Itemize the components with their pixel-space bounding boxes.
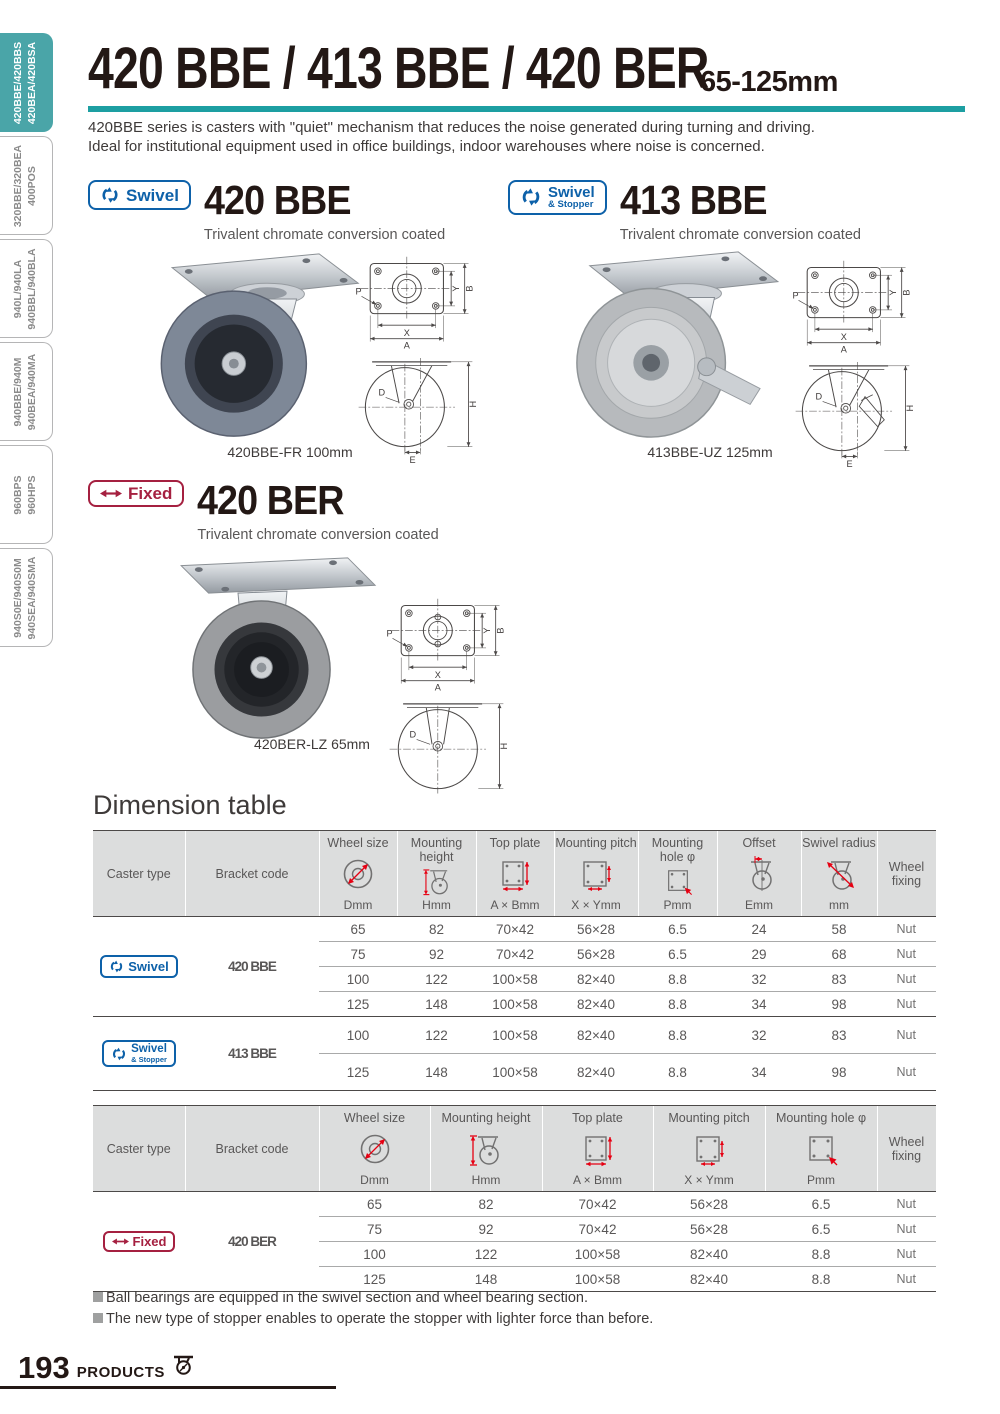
sidebar-tab-960bps[interactable]: 960BPS 960HPS (0, 445, 53, 544)
double-arrow-icon (112, 1237, 129, 1246)
table-cell: 32 (717, 1017, 801, 1054)
col-mounting-pitch: Mounting pitch X × Ymm (554, 831, 638, 917)
svg-text:D: D (378, 387, 386, 398)
table-row (93, 1017, 936, 1054)
caster-type-cell (93, 1017, 185, 1091)
svg-text:Y: Y (887, 289, 898, 296)
table-cell: 65 (366, 1196, 383, 1212)
bracket-code-cell: 420 BER (228, 1234, 276, 1249)
mounting-height-icon (466, 1129, 506, 1169)
svg-text:B: B (464, 285, 475, 292)
table-cell: 6.5 (638, 942, 717, 967)
table-cell: 70×42 (476, 942, 554, 967)
table-row (93, 1192, 936, 1217)
top-plate-icon (495, 854, 535, 894)
footnotes (93, 1288, 653, 1330)
table-header-row (93, 1106, 936, 1192)
product-name: 420 BER (197, 477, 345, 523)
product-name: 413 BBE (619, 177, 767, 223)
table-cell: 82×40 (653, 1267, 765, 1292)
col-top-plate: Top plate A × Bmm (542, 1106, 653, 1192)
caster-photo-413bbe (532, 244, 800, 449)
col-mounting-height: Mounting height Hmm (397, 831, 476, 917)
table-cell: 100×58 (476, 1054, 554, 1091)
table-cell: 24 (751, 921, 767, 937)
table-cell: 100×58 (476, 967, 554, 992)
svg-text:A: A (840, 344, 847, 355)
section-title: Dimension table (93, 790, 287, 820)
table-header-row (93, 831, 936, 917)
swivel-radius-icon (819, 854, 859, 894)
table-cell: 65 (350, 921, 366, 937)
table-cell: 122 (430, 1242, 542, 1267)
swivel-stopper-badge: Swivel & Stopper (102, 1040, 176, 1067)
sidebar-tab-940bbe-940m[interactable]: 940BBE/940M 940BEA/940MA (0, 342, 53, 441)
table-cell: 83 (801, 1017, 877, 1054)
table-cell: 32 (717, 967, 801, 992)
table-cell: 6.5 (811, 1196, 831, 1212)
col-swivel-radius: Swivel radius mm (801, 831, 877, 917)
table-cell: 148 (430, 1267, 542, 1292)
svg-text:B: B (495, 627, 506, 634)
svg-text:P: P (792, 290, 799, 301)
dimension-drawing-413bbe (780, 254, 925, 473)
table-cell: Nut (896, 922, 916, 936)
title-rule (88, 106, 965, 112)
svg-text:X: X (840, 331, 847, 342)
col-wheel-size: Wheel size Dmm (319, 831, 397, 917)
caster-type-cell (93, 917, 185, 1017)
bracket-code-cell: 420 BBE (228, 959, 276, 974)
svg-text:A: A (434, 682, 441, 693)
table-cell: 83 (801, 967, 877, 992)
col-mounting-pitch: Mounting pitch X × Ymm (653, 1106, 765, 1192)
dimension-drawing-420bbe (343, 250, 488, 469)
product-header-413bbe (508, 177, 861, 243)
table-cell: 34 (717, 992, 801, 1017)
svg-text:D: D (409, 729, 417, 740)
mounting-hole-icon (658, 864, 698, 898)
table-cell: Nut (877, 992, 936, 1017)
table-cell: 100×58 (476, 992, 554, 1017)
swivel-stopper-badge: Swivel & Stopper (508, 180, 607, 215)
table-cell: 8.8 (638, 967, 717, 992)
table-row (93, 917, 936, 942)
col-mounting-height: Mounting height Hmm (430, 1106, 542, 1192)
table-cell: 6.5 (765, 1217, 877, 1242)
page-title: 420 BBE / 413 BBE / 420 BER (88, 36, 709, 101)
wheel-size-icon (355, 1129, 395, 1169)
col-bracket-code: Bracket code (185, 831, 319, 917)
table-cell: 92 (397, 942, 476, 967)
sidebar-tab-320bbe-320bea[interactable]: 320BBE/320BEA 400POS (0, 136, 53, 235)
table-cell: Nut (877, 1267, 936, 1292)
product-header-420ber (88, 477, 439, 543)
table-cell: 70×42 (496, 921, 534, 937)
page-footer (18, 1352, 196, 1383)
mounting-height-icon (417, 864, 457, 898)
svg-text:B: B (901, 289, 912, 296)
table-cell: 8.8 (765, 1267, 877, 1292)
col-top-plate: Top plate A × Bmm (476, 831, 554, 917)
table-cell: 70×42 (578, 1196, 617, 1212)
photo-caption: 413BBE-UZ 125mm (647, 444, 773, 460)
svg-text:H: H (499, 742, 510, 750)
svg-text:Y: Y (450, 285, 461, 292)
size-range: 65-125mm (700, 66, 838, 98)
svg-text:P: P (386, 628, 393, 639)
svg-text:X: X (434, 669, 441, 680)
table-cell: 8.8 (638, 992, 717, 1017)
svg-text:D: D (815, 391, 823, 402)
table-cell: 82 (478, 1196, 494, 1212)
dimension-drawing-420ber (374, 592, 519, 811)
table-cell: 100 (319, 967, 397, 992)
table-cell: 29 (717, 942, 801, 967)
svg-text:E: E (846, 459, 853, 468)
photo-caption: 420BER-LZ 65mm (254, 736, 370, 752)
fixed-badge: Fixed (88, 480, 184, 507)
footnote: Ball bearings are equipped in the swivel section and wheel bearing section. (93, 1288, 653, 1309)
table-cell: 56×28 (653, 1217, 765, 1242)
table-cell: 92 (430, 1217, 542, 1242)
col-wheel-fixing: Wheel fixing (877, 1106, 936, 1192)
swivel-arrows-icon (520, 186, 542, 208)
fixed-badge: Fixed (103, 1231, 176, 1252)
table-cell: 125 (319, 1267, 430, 1292)
swivel-arrows-icon (100, 185, 120, 205)
sidebar-tab-420bbe-420bbs[interactable]: 420BBE/420BBS 420BEA/420BSA (0, 33, 53, 132)
mounting-pitch-icon (689, 1129, 729, 1169)
table-cell: 8.8 (638, 1054, 717, 1091)
table-cell: 100 (319, 1242, 430, 1267)
table-cell: 68 (801, 942, 877, 967)
col-mounting-hole: Mounting hole φ Pmm (638, 831, 717, 917)
svg-text:E: E (409, 455, 416, 464)
table-cell: 125 (319, 992, 397, 1017)
description-line: 420BBE series is casters with "quiet" mechanism that reduces the noise generated during turning and driving. (88, 119, 815, 136)
footer-rule (0, 1386, 336, 1389)
table-cell: 100×58 (542, 1242, 653, 1267)
offset-icon (739, 854, 779, 894)
table-cell: 75 (319, 942, 397, 967)
swivel-badge: Swivel (100, 955, 177, 978)
table-cell: 98 (801, 1054, 877, 1091)
caster-type-cell (93, 1192, 185, 1292)
table-cell: Nut (877, 1054, 936, 1091)
col-mounting-hole: Mounting hole φ Pmm (765, 1106, 877, 1192)
swivel-arrows-icon (111, 1046, 127, 1062)
svg-text:A: A (403, 340, 410, 351)
description-line: Ideal for institutional equipment used in office buildings, indoor warehouses where noise is concerned. (88, 138, 765, 155)
mounting-hole-icon (801, 1129, 841, 1169)
footer-label: PRODUCTS (76, 1364, 165, 1381)
table-cell: 8.8 (638, 1017, 717, 1054)
table-cell: 82×40 (554, 992, 638, 1017)
svg-text:H: H (905, 404, 916, 412)
product-header-420bbe (88, 177, 446, 243)
swivel-badge: Swivel (88, 180, 191, 210)
square-bullet-icon (93, 1292, 103, 1302)
footnote: The new type of stopper enables to operate the stopper with lighter force than before. (93, 1309, 653, 1330)
table-cell: 148 (397, 992, 476, 1017)
table-cell: 125 (319, 1054, 397, 1091)
product-name: 420 BBE (203, 177, 351, 223)
sidebar-tab-940l-940la[interactable]: 940L/940LA 940BBL/940BLA (0, 239, 53, 338)
product-coating: Trivalent chromate conversion coated (619, 227, 861, 243)
table-cell: 82×40 (554, 1017, 638, 1054)
svg-text:Y: Y (481, 627, 492, 634)
col-wheel-size: Wheel size Dmm (319, 1106, 430, 1192)
dimension-table-swivel (93, 830, 936, 1091)
svg-text:H: H (468, 400, 479, 408)
table-cell: 56×28 (690, 1196, 728, 1212)
table-cell: 56×28 (577, 921, 615, 937)
table-cell: 100×58 (542, 1267, 653, 1292)
table-cell: Nut (877, 1217, 936, 1242)
caster-icon (172, 1353, 196, 1382)
top-plate-icon (578, 1129, 618, 1169)
table-cell: 8.8 (765, 1242, 877, 1267)
product-coating: Trivalent chromate conversion coated (197, 527, 439, 543)
table-cell: 122 (397, 967, 476, 992)
table-cell: 82×40 (554, 1054, 638, 1091)
table-cell: Nut (877, 1017, 936, 1054)
product-coating: Trivalent chromate conversion coated (203, 227, 446, 243)
table-cell: 98 (801, 992, 877, 1017)
photo-caption: 420BBE-FR 100mm (227, 444, 353, 460)
table-cell: 75 (319, 1217, 430, 1242)
page-number: 193 (18, 1350, 70, 1385)
bracket-code-cell: 413 BBE (185, 1017, 319, 1091)
dimension-table-fixed (93, 1105, 936, 1292)
table-cell: Nut (877, 1242, 936, 1267)
table-cell: 58 (831, 921, 847, 937)
sidebar-tab-940s0e-940s0m[interactable]: 940S0E/940S0M 940SEA/940SMA (0, 548, 53, 647)
col-wheel-fixing: Wheel fixing (877, 831, 936, 917)
col-offset: Offset Emm (717, 831, 801, 917)
double-arrow-icon (100, 488, 122, 499)
table-cell: 122 (397, 1017, 476, 1054)
table-cell: 82×40 (653, 1242, 765, 1267)
table-cell: 82 (428, 921, 445, 937)
table-cell: 56×28 (554, 942, 638, 967)
swivel-arrows-icon (109, 959, 124, 974)
col-caster-type: Caster type (93, 831, 185, 917)
col-caster-type: Caster type (93, 1106, 185, 1192)
table-cell: 6.5 (668, 921, 687, 937)
caster-photo-420ber (112, 550, 412, 747)
table-cell: 70×42 (542, 1217, 653, 1242)
table-cell: 82×40 (554, 967, 638, 992)
table-cell: 100 (319, 1017, 397, 1054)
col-bracket-code: Bracket code (185, 1106, 319, 1192)
svg-text:X: X (403, 327, 410, 338)
wheel-size-icon (338, 854, 378, 894)
table-cell: 148 (397, 1054, 476, 1091)
table-cell: 34 (717, 1054, 801, 1091)
table-cell: Nut (877, 967, 936, 992)
table-cell: Nut (896, 1197, 916, 1211)
table-cell: 100×58 (476, 1017, 554, 1054)
square-bullet-icon (93, 1313, 103, 1323)
table-cell: Nut (877, 942, 936, 967)
svg-text:P: P (355, 286, 362, 297)
mounting-pitch-icon (576, 854, 616, 894)
series-description (88, 118, 965, 156)
